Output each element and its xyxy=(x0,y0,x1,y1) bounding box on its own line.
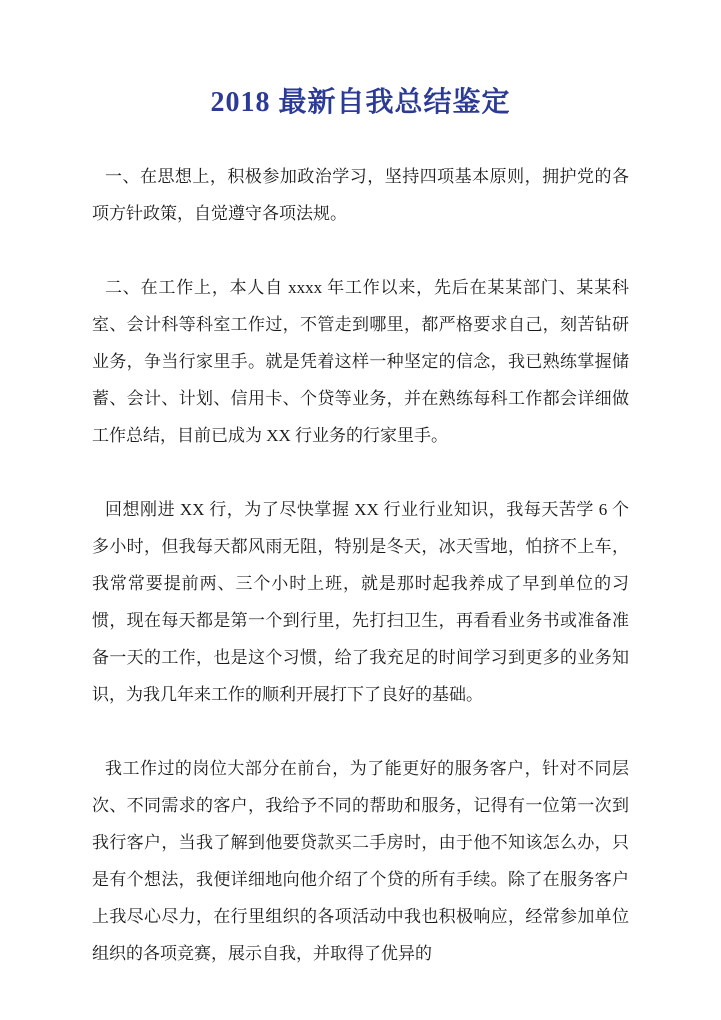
body-paragraph: 我工作过的岗位大部分在前台，为了能更好的服务客户，针对不同层次、不同需求的客户，我给予不同的帮助和服务，记得有一位第一次到我行客户，当我了解到他要贷款买二手房时，由于他不知该怎么办，只是有个想法，我便详细地向他介绍了个贷的所有手续。除了在服务客户上我尽心尽力，在行里组织的各项活动中我也积极响应，经常参加单位组织的各项竞赛，展示自我，并取得了优异的 xyxy=(92,759,629,963)
body-paragraph: 一、在思想上，积极参加政治学习，坚持四项基本原则，拥护党的各项方针政策，自觉遵守各项法规。 xyxy=(92,167,629,223)
document-title: 2018 最新自我总结鉴定 xyxy=(210,87,511,118)
body-paragraph: 二、在工作上，本人自 xxxx 年工作以来，先后在某某部门、某某科室、会计科等科室工作过，不管走到哪里，都严格要求自己，刻苦钻研业务，争当行家里手。就是凭着这样一种坚定的信念，我已熟练掌握储蓄、会计、计划、信用卡、个贷等业务，并在熟练每科工作都会详细做工作总结，目前已成为 XX 行业务的行家里手。 xyxy=(92,278,629,445)
body-paragraph: 回想刚进 XX 行，为了尽快掌握 XX 行业行业知识，我每天苦学 6 个多小时，但我每天都风雨无阻，特别是冬天，冰天雪地，怕挤不上车，我常常要提前两、三个小时上班，就是那时起我养成了早到单位的习惯，现在每天都是第一个到行里，先打扫卫生，再看看业务书或准备准备一天的工作，也是这个习惯，给了我充足的时间学习到更多的业务知识，为我几年来工作的顺利开展打下了良好的基础。 xyxy=(92,500,629,704)
document-body xyxy=(92,158,629,972)
